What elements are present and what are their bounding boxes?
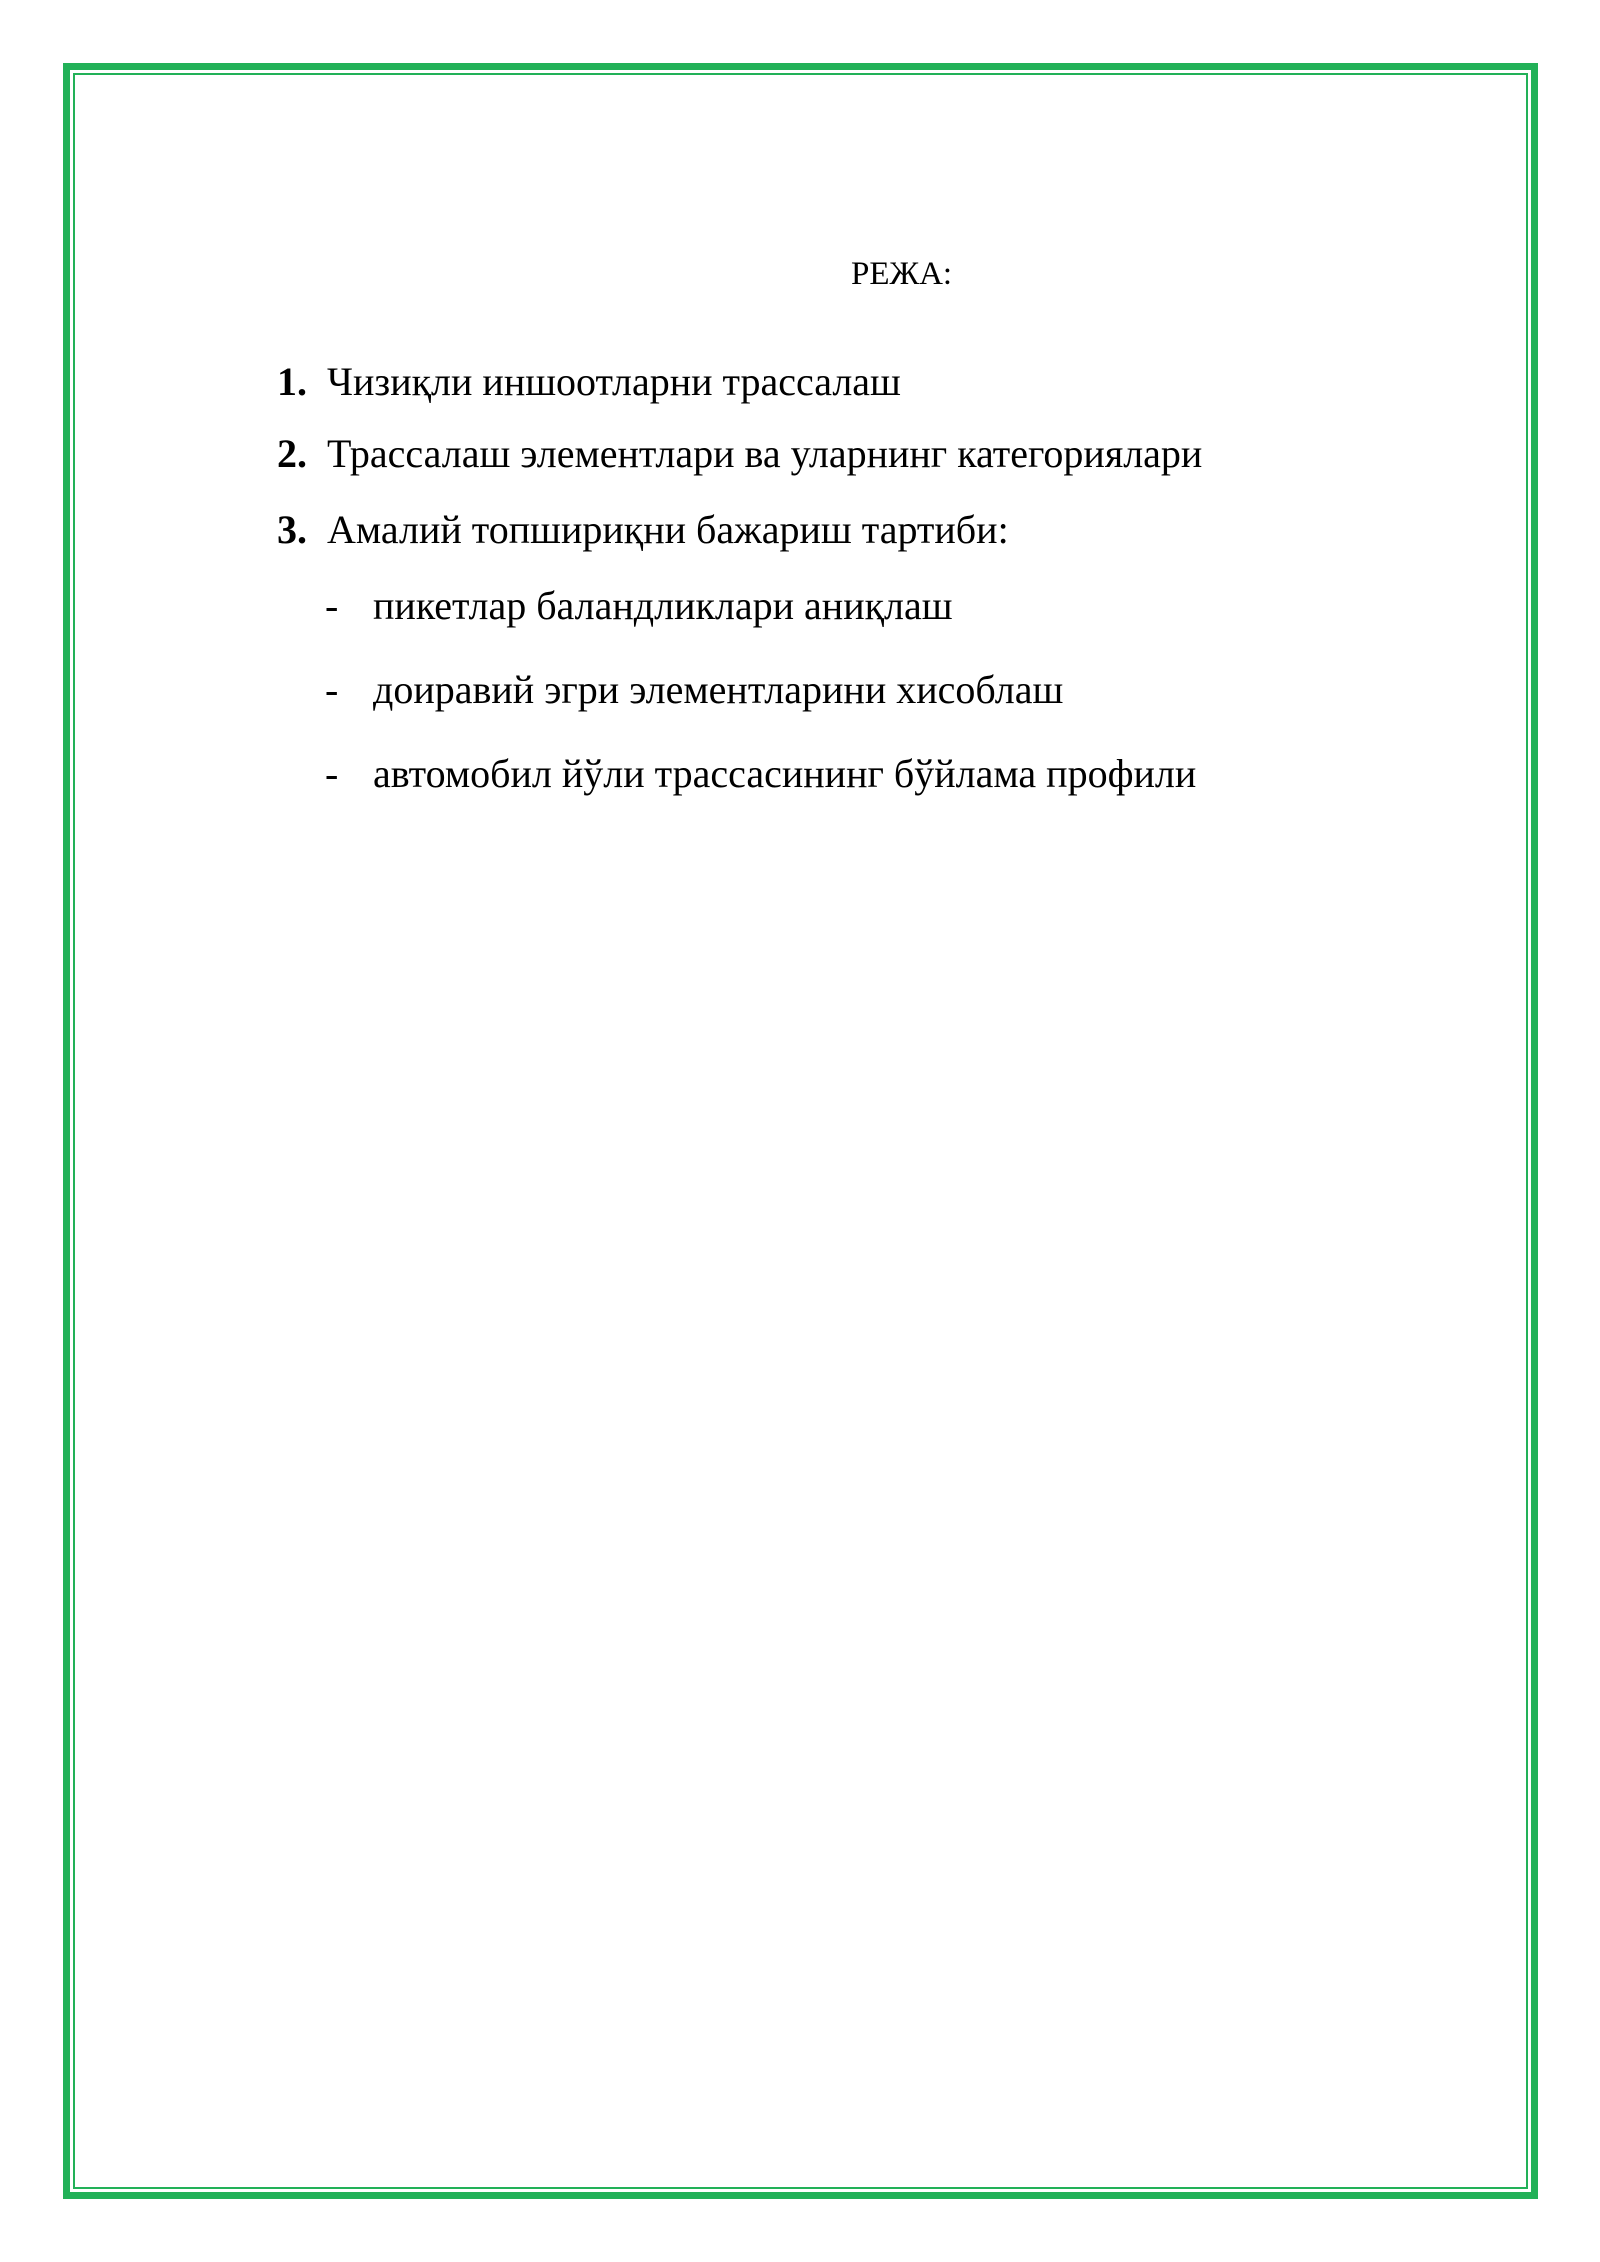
plan-item-2 bbox=[277, 430, 1202, 478]
plan-item-text: Чизиқли иншоотларни трассалаш bbox=[327, 359, 901, 404]
plan-item-text: Трассалаш элементлари ва уларнинг категориялари bbox=[327, 431, 1203, 476]
sub-item-marker: - bbox=[325, 583, 339, 628]
plan-item-1 bbox=[277, 358, 901, 406]
plan-item-number: 3. bbox=[277, 507, 307, 552]
sub-item-marker: - bbox=[325, 667, 339, 712]
plan-item-3 bbox=[277, 506, 1009, 554]
plan-item-text: Амалий топшириқни бажариш тартиби: bbox=[327, 507, 1009, 552]
sub-item-text: пикетлар баландликлари аниқлаш bbox=[373, 583, 953, 628]
sub-item-2 bbox=[325, 666, 1063, 714]
page-title: РЕЖА: bbox=[851, 256, 953, 292]
sub-item-marker: - bbox=[325, 751, 339, 796]
sub-item-3 bbox=[325, 750, 1196, 798]
plan-item-number: 2. bbox=[277, 431, 307, 476]
sub-item-1 bbox=[325, 582, 953, 630]
sub-item-text: автомобил йўли трассасининг бўйлама профили bbox=[373, 751, 1197, 796]
sub-item-text: доиравий эгри элементларини хисоблаш bbox=[373, 667, 1064, 712]
plan-item-number: 1. bbox=[277, 359, 307, 404]
